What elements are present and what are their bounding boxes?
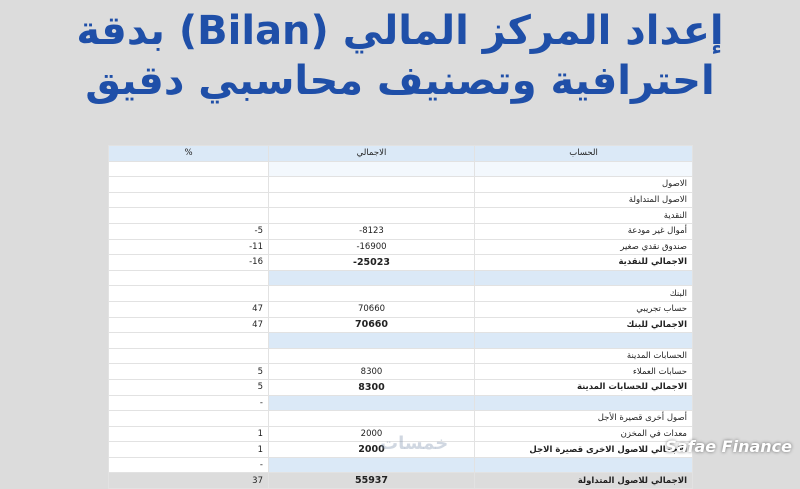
cell-percent[interactable] — [109, 177, 269, 193]
cell-total[interactable] — [269, 333, 475, 349]
cell-total[interactable] — [269, 286, 475, 302]
cell-total[interactable] — [269, 457, 475, 473]
cell-total[interactable] — [269, 208, 475, 224]
cell-total[interactable] — [269, 395, 475, 411]
cell-account[interactable] — [475, 457, 693, 473]
table-row — [109, 177, 693, 193]
cell-account[interactable]: الاجمالي للبنك — [475, 317, 693, 333]
header-account: الحساب — [475, 146, 693, 162]
table-row — [109, 395, 693, 411]
cell-account[interactable]: أموال غير مودعة — [475, 223, 693, 239]
cell-percent[interactable]: 1 — [109, 442, 269, 458]
cell-account[interactable]: حسابات العملاء — [475, 364, 693, 380]
cell-total[interactable]: -8123 — [269, 223, 475, 239]
cell-total[interactable]: 70660 — [269, 301, 475, 317]
table-row — [109, 208, 693, 224]
table-row — [109, 411, 693, 427]
cell-percent[interactable]: 5 — [109, 364, 269, 380]
table-row — [109, 473, 693, 489]
cell-account[interactable]: الاجمالي للاصول الاخرى قصيرة الاجل — [475, 442, 693, 458]
cell-account[interactable]: الاصول المتداولة — [475, 192, 693, 208]
cell-percent[interactable] — [109, 348, 269, 364]
cell-total[interactable] — [269, 192, 475, 208]
watermark: خمسات — [380, 433, 449, 454]
cell-total[interactable] — [269, 411, 475, 427]
cell-percent[interactable] — [109, 208, 269, 224]
cell-total[interactable] — [269, 348, 475, 364]
table-row — [109, 333, 693, 349]
table-row — [109, 301, 693, 317]
cell-total[interactable]: 55937 — [269, 473, 475, 489]
cell-percent[interactable] — [109, 333, 269, 349]
cell-percent[interactable]: -5 — [109, 223, 269, 239]
cell-total[interactable]: -25023 — [269, 255, 475, 271]
title-line-2: احترافية وتصنيف محاسبي دقيق — [85, 58, 715, 104]
table-row — [109, 223, 693, 239]
cell-total[interactable]: 8300 — [269, 379, 475, 395]
table-row — [109, 286, 693, 302]
cell-account[interactable]: صندوق نقدي صغير — [475, 239, 693, 255]
cell-account[interactable] — [475, 270, 693, 286]
cell-account[interactable]: الحسابات المدينة — [475, 348, 693, 364]
cell-account[interactable]: أصول أخرى قصيرة الأجل — [475, 411, 693, 427]
cell-percent[interactable]: 37 — [109, 473, 269, 489]
page-title — [0, 6, 800, 106]
cell-total[interactable]: 2000 — [269, 426, 475, 442]
cell-percent[interactable]: 1 — [109, 426, 269, 442]
cell-account[interactable]: الاجمالي للنقدية — [475, 255, 693, 271]
cell-total[interactable]: 8300 — [269, 364, 475, 380]
table-row — [109, 270, 693, 286]
table-header-row — [109, 146, 693, 162]
cell-percent[interactable]: 5 — [109, 379, 269, 395]
cell-account[interactable]: النقدية — [475, 208, 693, 224]
cell-percent[interactable]: -16 — [109, 255, 269, 271]
cell-percent[interactable]: - — [109, 457, 269, 473]
cell-account[interactable]: البنك — [475, 286, 693, 302]
table-row — [109, 379, 693, 395]
cell-account[interactable]: حساب تجريبي — [475, 301, 693, 317]
cell-account[interactable]: الاجمالي للحسابات المدينة — [475, 379, 693, 395]
cell-percent[interactable] — [109, 270, 269, 286]
cell-total[interactable] — [269, 177, 475, 193]
cell-percent[interactable]: 47 — [109, 317, 269, 333]
cell-total[interactable]: -16900 — [269, 239, 475, 255]
cell-total[interactable]: 70660 — [269, 317, 475, 333]
table-row — [109, 457, 693, 473]
cell-percent[interactable] — [109, 192, 269, 208]
cell-account[interactable]: الاصول — [475, 177, 693, 193]
cell-account[interactable] — [475, 161, 693, 177]
cell-percent[interactable] — [109, 411, 269, 427]
header-percent: % — [109, 146, 269, 162]
table-row — [109, 239, 693, 255]
cell-total[interactable] — [269, 270, 475, 286]
table-row — [109, 255, 693, 271]
cell-total[interactable]: 2000 — [269, 442, 475, 458]
table-row — [109, 192, 693, 208]
cell-percent[interactable]: 47 — [109, 301, 269, 317]
cell-percent[interactable] — [109, 286, 269, 302]
table-row — [109, 364, 693, 380]
cell-total[interactable] — [269, 161, 475, 177]
cell-account[interactable]: الاجمالي للاصول المتداولة — [475, 473, 693, 489]
title-line-1: إعداد المركز المالي (Bilan) بدقة — [76, 8, 724, 54]
balance-sheet-table — [108, 145, 692, 487]
table-row — [109, 161, 693, 177]
cell-percent[interactable]: - — [109, 395, 269, 411]
cell-percent[interactable] — [109, 161, 269, 177]
table-row — [109, 348, 693, 364]
cell-account[interactable] — [475, 333, 693, 349]
brand-label: Safae Finance — [665, 437, 792, 456]
cell-account[interactable]: معدات في المخزن — [475, 426, 693, 442]
cell-account[interactable] — [475, 395, 693, 411]
header-total: الاجمالي — [269, 146, 475, 162]
cell-percent[interactable]: -11 — [109, 239, 269, 255]
table-row — [109, 317, 693, 333]
